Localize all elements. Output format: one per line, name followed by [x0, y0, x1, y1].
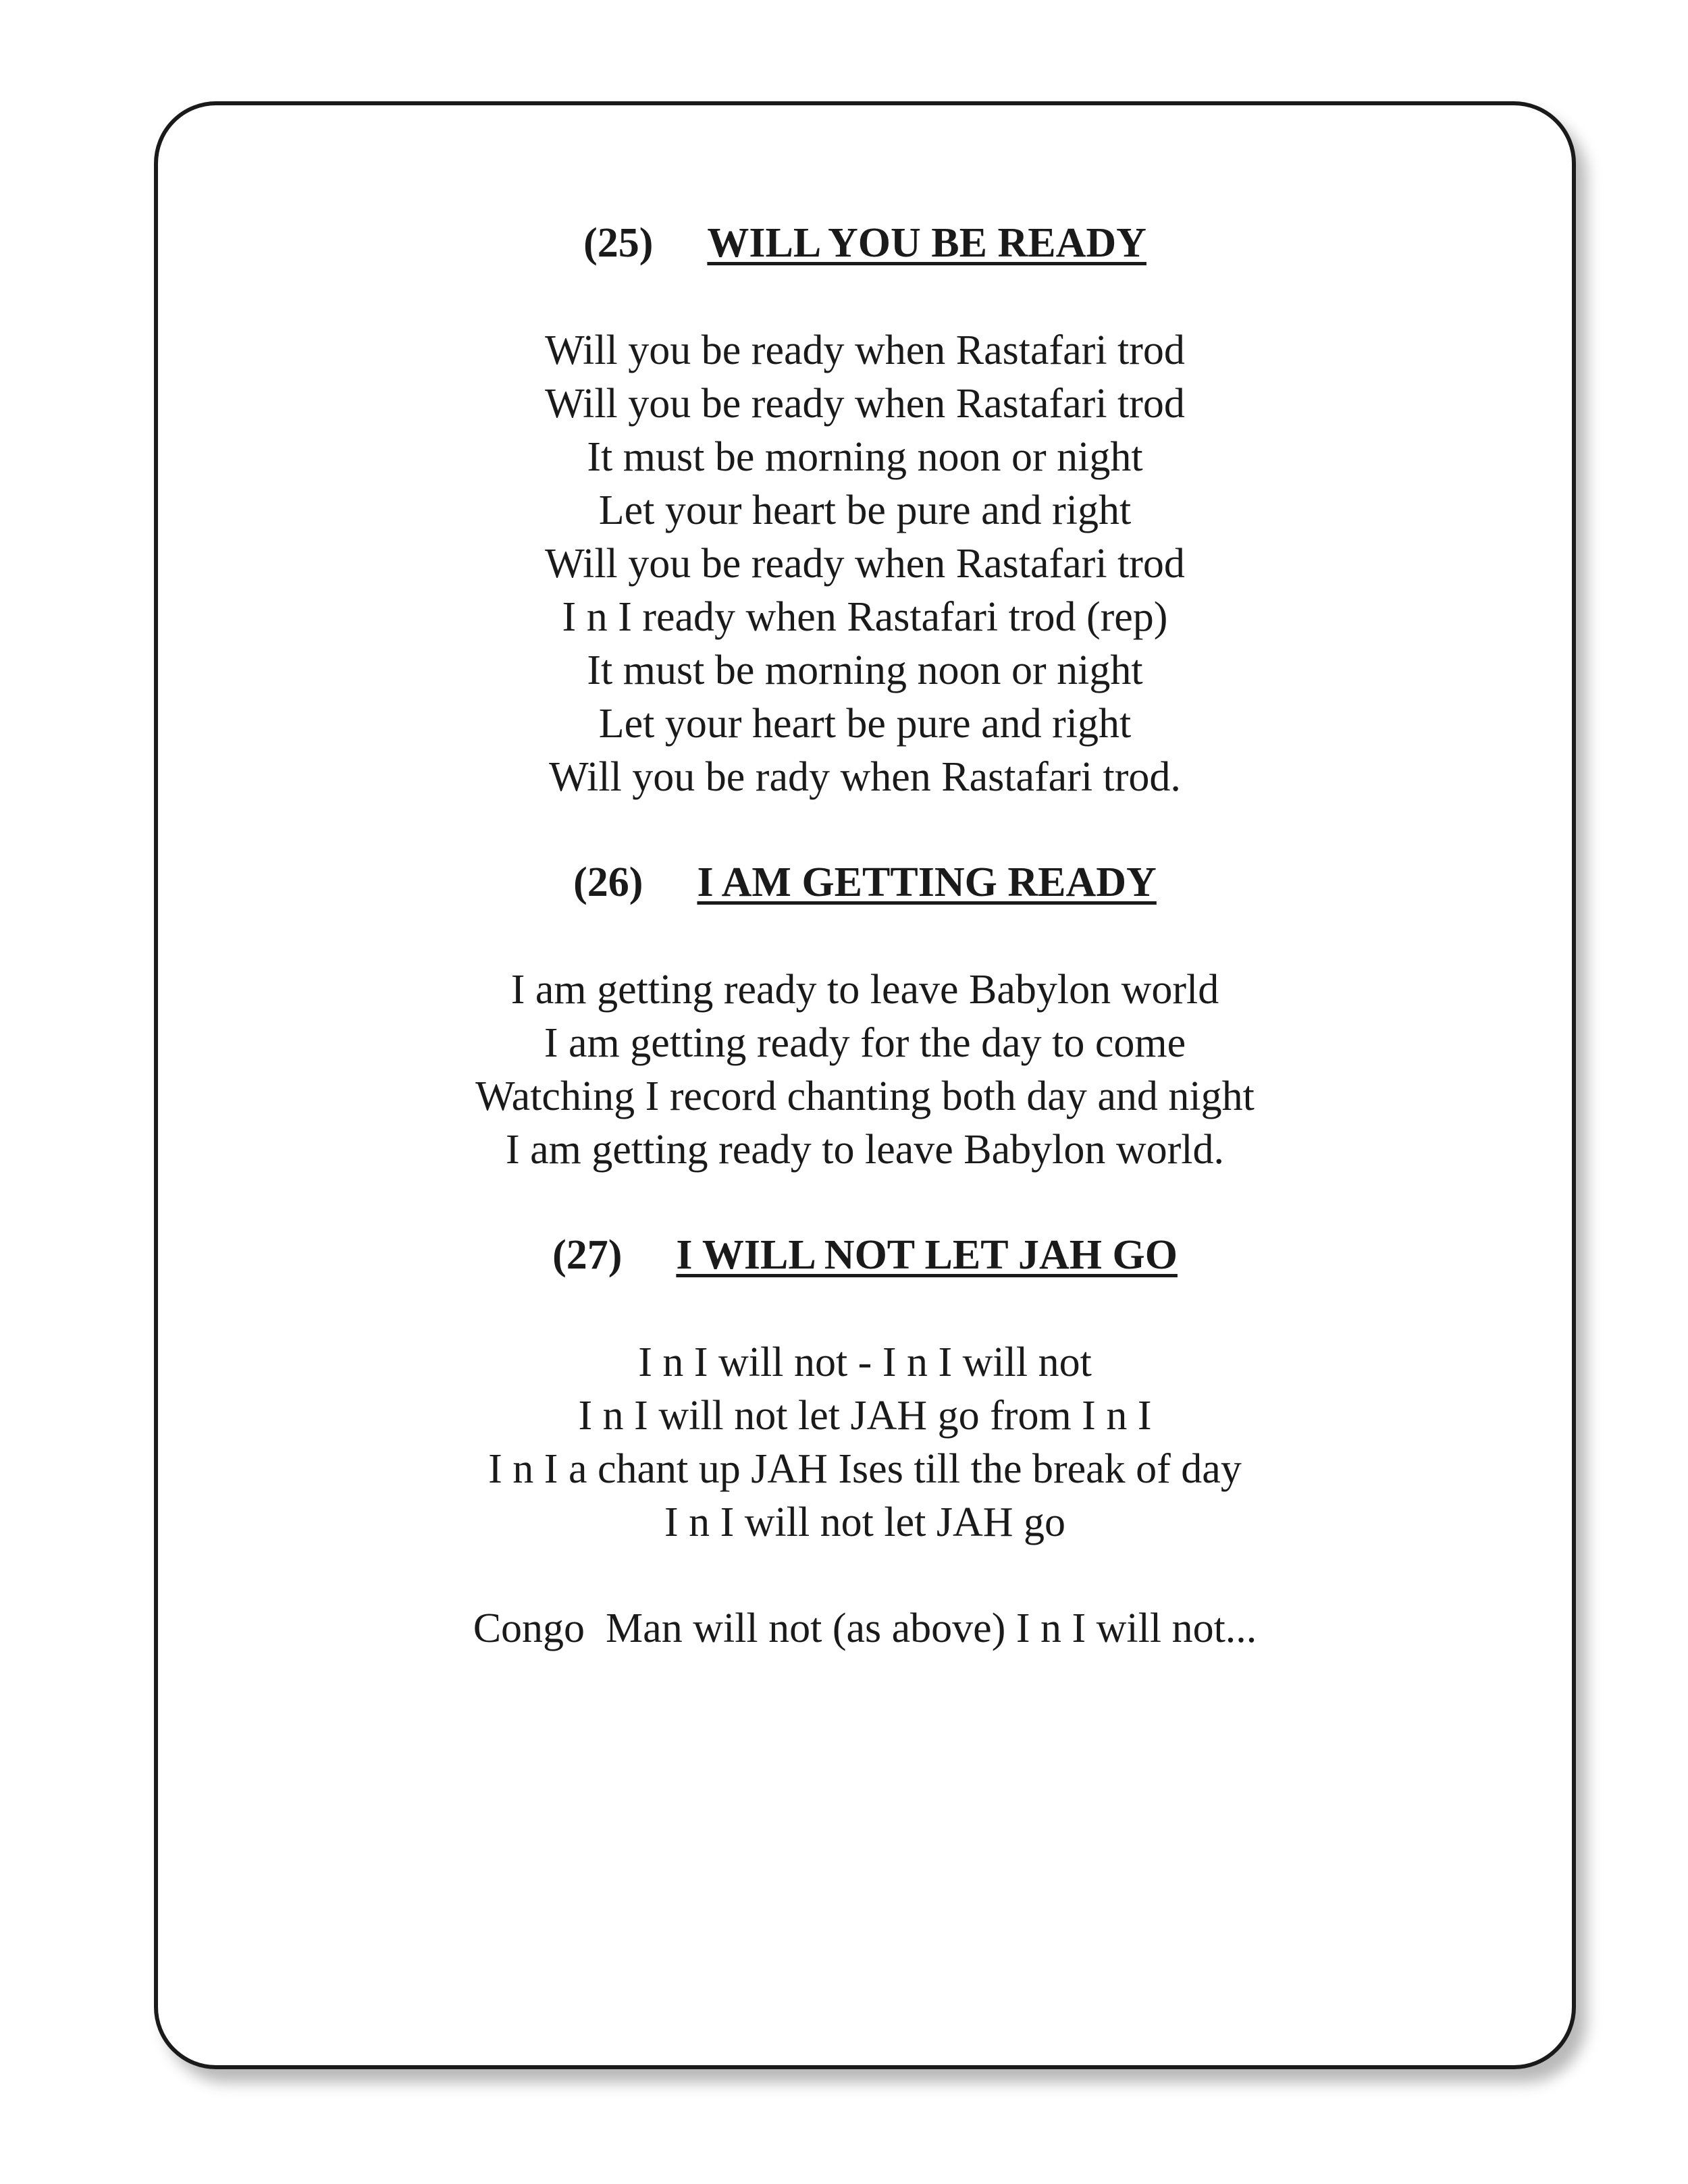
song-title: [154, 855, 1576, 909]
lyric-line: I n I a chant up JAH Ises till the break of day: [488, 1446, 1242, 1492]
lyric-line: I n I will not - I n I will not: [638, 1339, 1092, 1385]
lyric-line: It must be morning noon or night: [587, 434, 1143, 480]
lyric-line: I n I will not let JAH go: [664, 1499, 1066, 1545]
lyric-line: I am getting ready for the day to come: [544, 1020, 1186, 1066]
lyric-line: It must be morning noon or night: [587, 647, 1143, 693]
song-number: (25): [583, 220, 654, 266]
song-verse: [154, 963, 1576, 1177]
lyric-line: Will you be ready when Rastafari trod: [545, 381, 1185, 427]
song-title-text: I AM GETTING READY: [697, 859, 1157, 905]
lyric-line: Let your heart be pure and right: [598, 487, 1132, 533]
song-title: [154, 216, 1576, 270]
song-number: (26): [573, 859, 643, 905]
lyric-line: Will you be ready when Rastafari trod: [545, 327, 1185, 373]
song-verse: [154, 1336, 1576, 1549]
lyric-line: I n I will not let JAH go from I n I: [578, 1393, 1152, 1439]
song-number: (27): [552, 1232, 623, 1278]
lyric-line: I am getting ready to leave Babylon world.: [505, 1127, 1225, 1173]
song-title-text: I WILL NOT LET JAH GO: [676, 1232, 1178, 1278]
lyrics-content: [154, 101, 1576, 1655]
song-coda: [154, 1602, 1576, 1655]
coda-line: Congo Man will not (as above) I n I will not...: [473, 1605, 1257, 1651]
lyric-line: I n I ready when Rastafari trod (rep): [562, 594, 1168, 640]
song-verse: [154, 324, 1576, 804]
song-title: [154, 1228, 1576, 1282]
lyric-line: Will you be ready when Rastafari trod: [545, 541, 1185, 587]
lyric-line: I am getting ready to leave Babylon world: [510, 967, 1219, 1013]
song-title-text: WILL YOU BE READY: [707, 220, 1146, 266]
lyric-line: Will you be rady when Rastafari trod.: [549, 754, 1181, 800]
lyric-line: Let your heart be pure and right: [598, 701, 1132, 747]
lyric-line: Watching I record chanting both day and night: [475, 1073, 1255, 1119]
